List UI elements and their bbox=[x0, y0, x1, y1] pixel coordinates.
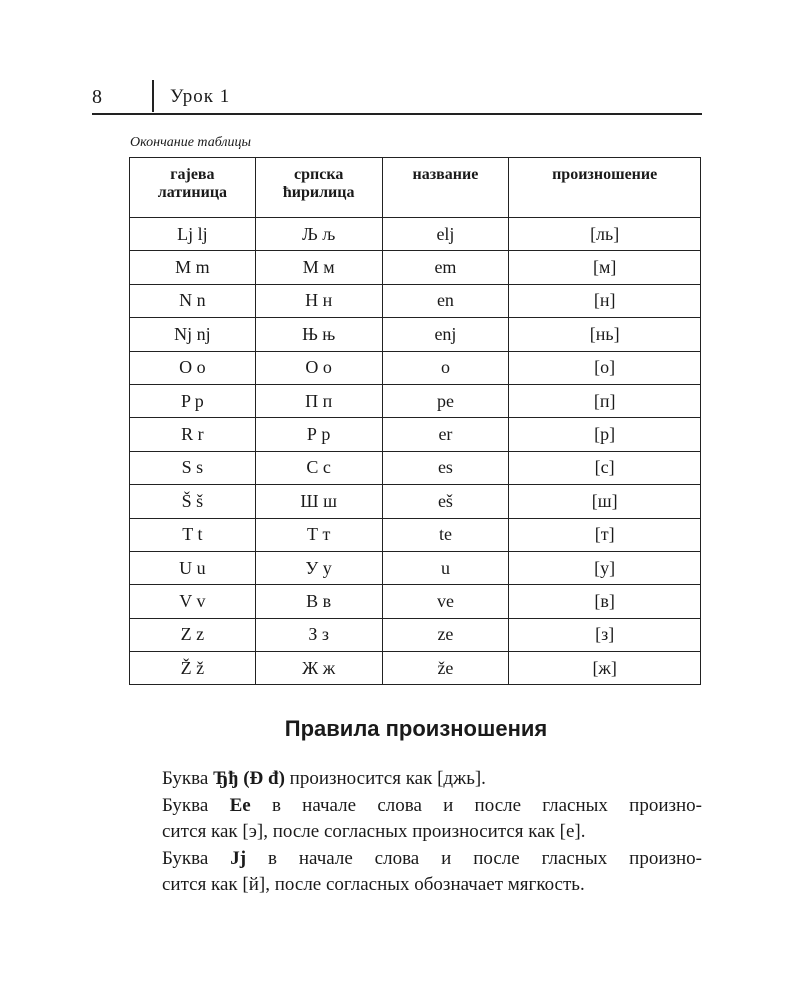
header-latin: гајева латиница bbox=[130, 158, 256, 218]
rule-j-line2: сится как [й], после согласных обозначает мягкость. bbox=[162, 874, 585, 895]
pronunciation-cell: [ш] bbox=[509, 485, 701, 518]
name-cell: elj bbox=[382, 218, 509, 251]
table-header-row bbox=[130, 158, 701, 218]
table-row bbox=[130, 485, 701, 518]
latin-cell: V v bbox=[130, 585, 256, 618]
latin-cell: S s bbox=[130, 451, 256, 484]
name-cell: enj bbox=[382, 318, 509, 351]
latin-cell: P p bbox=[130, 384, 256, 417]
table-row bbox=[130, 384, 701, 417]
table-row bbox=[130, 551, 701, 584]
name-cell: es bbox=[382, 451, 509, 484]
name-cell: o bbox=[382, 351, 509, 384]
cyrillic-cell: М м bbox=[255, 251, 382, 284]
page-header bbox=[92, 80, 702, 116]
name-cell: er bbox=[382, 418, 509, 451]
cyrillic-cell: С с bbox=[255, 451, 382, 484]
latin-cell: Z z bbox=[130, 618, 256, 651]
pronunciation-cell: [о] bbox=[509, 351, 701, 384]
latin-cell: N n bbox=[130, 284, 256, 317]
header-rule bbox=[92, 113, 702, 115]
cyrillic-cell: В в bbox=[255, 585, 382, 618]
table-row bbox=[130, 351, 701, 384]
cyrillic-cell: У у bbox=[255, 551, 382, 584]
cyrillic-cell: Њ њ bbox=[255, 318, 382, 351]
table-row bbox=[130, 652, 701, 685]
header-separator bbox=[152, 80, 154, 112]
table-row bbox=[130, 251, 701, 284]
name-cell: em bbox=[382, 251, 509, 284]
pronunciation-cell: [з] bbox=[509, 618, 701, 651]
cyrillic-cell: Љ љ bbox=[255, 218, 382, 251]
table-row bbox=[130, 218, 701, 251]
table-caption: Окончание таблицы bbox=[130, 135, 251, 150]
table-row bbox=[130, 284, 701, 317]
header-cyrillic: српска ћирилица bbox=[255, 158, 382, 218]
pronunciation-cell: [у] bbox=[509, 551, 701, 584]
pronunciation-cell: [н] bbox=[509, 284, 701, 317]
latin-cell: O o bbox=[130, 351, 256, 384]
latin-cell: Lj lj bbox=[130, 218, 256, 251]
cyrillic-cell: З з bbox=[255, 618, 382, 651]
cyrillic-cell: Ш ш bbox=[255, 485, 382, 518]
rule-j-line1: Буква Jj в начале слова и после гласных произно- bbox=[162, 847, 702, 869]
pronunciation-cell: [нь] bbox=[509, 318, 701, 351]
pronunciation-cell: [с] bbox=[509, 451, 701, 484]
cyrillic-cell: Р р bbox=[255, 418, 382, 451]
section-title: Правила произношения bbox=[284, 716, 548, 741]
table-body bbox=[130, 218, 701, 685]
table-row bbox=[130, 318, 701, 351]
pronunciation-cell: [ль] bbox=[509, 218, 701, 251]
cyrillic-cell: Н н bbox=[255, 284, 382, 317]
table-row bbox=[130, 518, 701, 551]
cyrillic-cell: П п bbox=[255, 384, 382, 417]
cyrillic-cell: Ж ж bbox=[255, 652, 382, 685]
latin-cell: R r bbox=[130, 418, 256, 451]
page-number: 8 bbox=[92, 86, 102, 108]
rule-e-line1: Буква Ee в начале слова и после гласных произно- bbox=[162, 794, 702, 816]
latin-cell: Ž ž bbox=[130, 652, 256, 685]
cyrillic-cell: Т т bbox=[255, 518, 382, 551]
rule-dj: Буква Ђђ (Đ đ) произносится как [джь]. bbox=[162, 768, 486, 789]
header-pronunciation: произношение bbox=[509, 158, 701, 218]
table-row bbox=[130, 585, 701, 618]
name-cell: že bbox=[382, 652, 509, 685]
latin-cell: Š š bbox=[130, 485, 256, 518]
alphabet-table bbox=[129, 157, 701, 685]
header-name: название bbox=[382, 158, 509, 218]
latin-cell: T t bbox=[130, 518, 256, 551]
name-cell: u bbox=[382, 551, 509, 584]
pronunciation-cell: [ж] bbox=[509, 652, 701, 685]
latin-cell: Nj nj bbox=[130, 318, 256, 351]
latin-cell: U u bbox=[130, 551, 256, 584]
pronunciation-cell: [р] bbox=[509, 418, 701, 451]
name-cell: te bbox=[382, 518, 509, 551]
name-cell: eš bbox=[382, 485, 509, 518]
name-cell: pe bbox=[382, 384, 509, 417]
table-row bbox=[130, 618, 701, 651]
pronunciation-rules bbox=[162, 766, 702, 899]
rule-e-line2: сится как [э], после согласных произносится как [е]. bbox=[162, 821, 586, 842]
table-row bbox=[130, 418, 701, 451]
table-row bbox=[130, 451, 701, 484]
name-cell: ve bbox=[382, 585, 509, 618]
pronunciation-cell: [п] bbox=[509, 384, 701, 417]
pronunciation-cell: [м] bbox=[509, 251, 701, 284]
name-cell: ze bbox=[382, 618, 509, 651]
name-cell: en bbox=[382, 284, 509, 317]
latin-cell: M m bbox=[130, 251, 256, 284]
pronunciation-cell: [т] bbox=[509, 518, 701, 551]
running-title: Урок 1 bbox=[170, 86, 231, 107]
pronunciation-cell: [в] bbox=[509, 585, 701, 618]
cyrillic-cell: О о bbox=[255, 351, 382, 384]
